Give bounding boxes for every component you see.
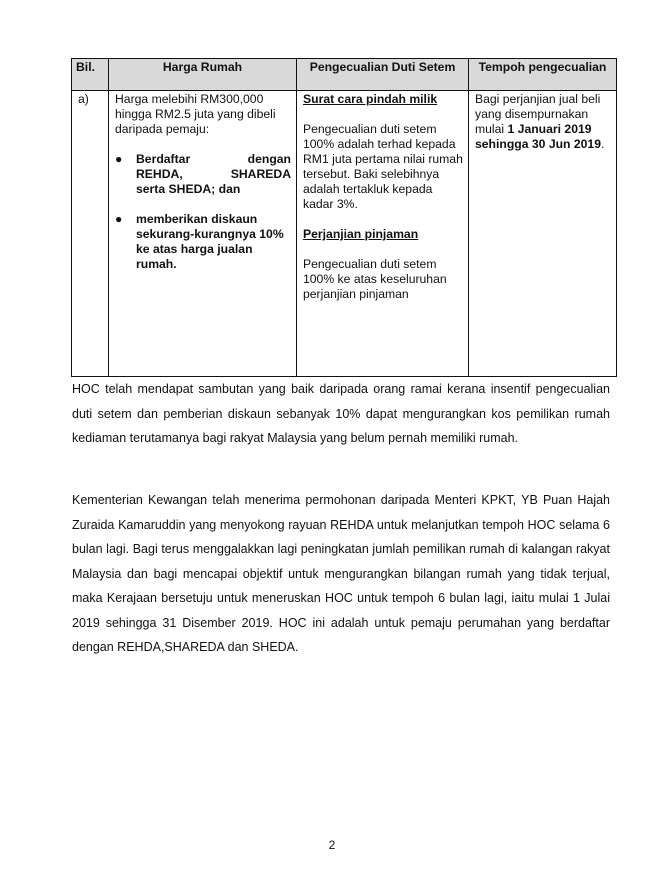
header-tempoh: Tempoh pengecualian (469, 59, 617, 91)
heading-perjanjian-pinjaman: Perjanjian pinjaman (303, 227, 419, 241)
header-harga-rumah: Harga Rumah (109, 59, 297, 91)
paragraph-1: HOC telah mendapat sambutan yang baik daripada orang ramai kerana insentif pengecualian duti setem dan pemberian diskaun sebanyak 10% dapat mengurangkan kos pemilikan rumah kediaman terutamanya bagi rakyat Malaysia yang belum pernah memiliki rumah. (72, 382, 610, 445)
harga-intro: Harga melebihi RM300,000 hingga RM2.5 juta yang dibeli daripada pemaju: (115, 92, 276, 136)
cell-bil (72, 91, 109, 377)
bullet-text: memberikan diskaun sekurang-kurangnya 10% ke atas harga jualan rumah. (136, 212, 284, 271)
list-item: ● Berdaftar dengan REHDA, SHAREDA serta SHEDA; dan (115, 152, 291, 196)
cell-harga-rumah (109, 91, 297, 377)
cell-pengecualian (297, 91, 469, 377)
cell-tempoh (469, 91, 617, 377)
heading-surat-cara: Surat cara pindah milik (303, 92, 438, 106)
table-header-row (72, 59, 617, 91)
bullet-icon: ● (115, 152, 123, 166)
header-bil: Bil. (72, 59, 109, 91)
bullet-icon: ● (115, 212, 123, 226)
list-item (115, 212, 291, 272)
header-pengecualian: Pengecualian Duti Setem (297, 59, 469, 91)
incentive-table (71, 58, 617, 377)
tempoh-dates: 1 Januari 2019 sehingga 30 Jun 2019 (475, 122, 601, 151)
row-number: a) (78, 92, 89, 106)
tempoh-end: . (601, 137, 605, 151)
tempoh-text: Bagi perjanjian jual beli yang disempurnakan mulai (475, 92, 601, 136)
text-perjanjian-pinjaman: Pengecualian duti setem 100% ke atas keseluruhan perjanjian pinjaman (303, 257, 447, 301)
page-number: 2 (328, 838, 336, 852)
table-row (72, 91, 617, 377)
text-surat-cara: Pengecualian duti setem 100% adalah terhad kepada RM1 juta pertama nilai rumah tersebut. Baki selebihnya adalah tertakluk kepada kadar 3%. (303, 122, 463, 211)
paragraph-2: Kementerian Kewangan telah menerima permohonan daripada Menteri KPKT, YB Puan Hajah Zuraida Kamaruddin yang menyokong rayuan REHDA untuk melanjutkan tempoh HOC selama 6 bulan lagi. Bagi terus menggalakkan lagi peningkatan jumlah pemilikan rumah di kalangan rakyat Malaysia dan bagi mencapai objektif untuk mengurangkan bilangan rumah yang tidak terjual, maka Kerajaan bersetuju untuk meneruskan HOC untuk tempoh 6 bulan lagi, iaitu mulai 1 Julai 2019 sehingga 31 Disember 2019. HOC ini adalah untuk pemaju perumahan yang berdaftar dengan REHDA,SHAREDA dan SHEDA. (72, 493, 610, 654)
